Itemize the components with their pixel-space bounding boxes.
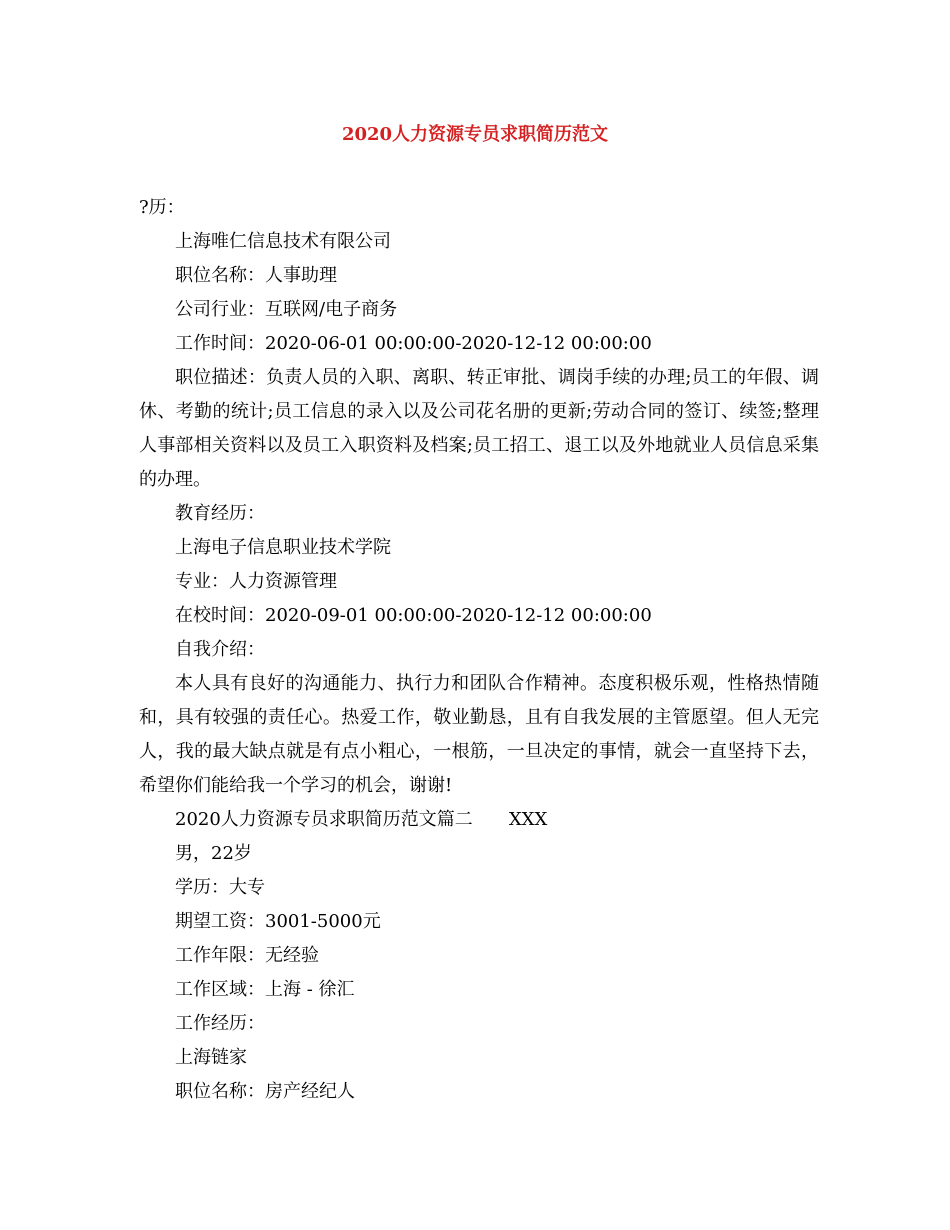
document-title: 2020人力资源专员求职简历范文 bbox=[341, 124, 609, 145]
company-industry: 公司行业：互联网/电子商务 bbox=[175, 299, 398, 320]
expected-salary: 期望工资：3001-5000元 bbox=[175, 911, 381, 932]
work-period: 工作时间：2020-06-01 00:00:00-2020-12-12 00:00:00 bbox=[175, 333, 652, 354]
company-name: 上海唯仁信息技术有限公司 bbox=[175, 231, 391, 252]
gender-age: 男，22岁 bbox=[175, 843, 252, 864]
employer-name: 上海链家 bbox=[175, 1047, 247, 1068]
work-area: 工作区域：上海 - 徐汇 bbox=[175, 979, 355, 1000]
major: 专业：人力资源管理 bbox=[175, 571, 337, 592]
education-level: 学历：大专 bbox=[175, 877, 265, 898]
work-experience-heading: 工作经历： bbox=[175, 1013, 265, 1034]
second-resume-heading bbox=[139, 803, 819, 837]
resume-heading: ?历： bbox=[139, 197, 185, 218]
education-heading: 教育经历： bbox=[175, 503, 265, 524]
second-resume-title: 2020人力资源专员求职简历范文篇二 bbox=[175, 809, 473, 830]
candidate-name: XXX bbox=[508, 809, 548, 830]
school-period: 在校时间：2020-09-01 00:00:00-2020-12-12 00:00:00 bbox=[175, 605, 652, 626]
self-intro-text: 本人具有良好的沟通能力、执行力和团队合作精神。态度积极乐观，性格热情随和，具有较强的责任心。热爱工作，敬业勤恳，且有自我发展的主管愿望。但人无完人，我的最大缺点就是有点小粗心，一根筋，一旦决定的事情，就会一直坚持下去，希望你们能给我一个学习的机会，谢谢! bbox=[139, 673, 819, 796]
school-name: 上海电子信息职业技术学院 bbox=[175, 537, 391, 558]
work-years: 工作年限：无经验 bbox=[175, 945, 319, 966]
self-intro-heading: 自我介绍： bbox=[175, 639, 265, 660]
job-title: 职位名称：人事助理 bbox=[175, 265, 337, 286]
job-description: 职位描述：负责人员的入职、离职、转正审批、调岗手续的办理;员工的年假、调休、考勤的统计;员工信息的录入以及公司花名册的更新;劳动合同的签订、续签;整理人事部相关资料以及员工入职资料及档案;员工招工、退工以及外地就业人员信息采集的办理。 bbox=[139, 367, 819, 490]
document-body bbox=[139, 191, 819, 1109]
second-job-title: 职位名称：房产经纪人 bbox=[175, 1081, 355, 1102]
